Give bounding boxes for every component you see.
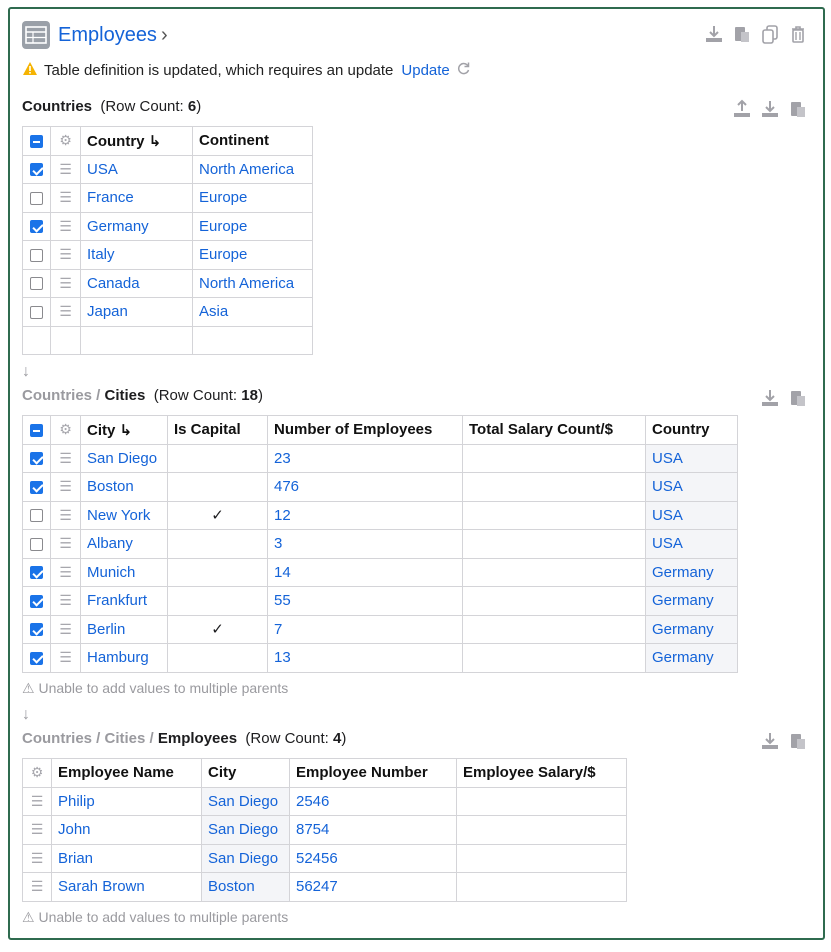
cell-country[interactable]: USA	[646, 473, 738, 502]
cell-country[interactable]: Italy	[81, 241, 193, 270]
table-row[interactable]	[23, 816, 627, 845]
gear-icon[interactable]: ⚙	[30, 764, 44, 781]
cities-toolbar	[759, 387, 809, 409]
drag-handle-cell[interactable]	[51, 615, 81, 644]
cell-employee-name[interactable]: Sarah Brown	[52, 873, 202, 902]
row-checkbox-cell[interactable]	[23, 298, 51, 327]
row-checkbox-cell[interactable]	[23, 644, 51, 673]
drag-handle-cell[interactable]	[51, 587, 81, 616]
cell-city[interactable]: Albany	[81, 530, 168, 559]
cell-number-of-employees[interactable]: 23	[268, 444, 463, 473]
cell-city[interactable]: Hamburg	[81, 644, 168, 673]
drag-handle-cell[interactable]	[51, 269, 81, 298]
table-title[interactable]	[58, 24, 168, 47]
drag-handle-icon[interactable]: ☰	[59, 620, 72, 637]
select-all-checkbox[interactable]	[30, 424, 43, 437]
download-icon[interactable]	[759, 730, 781, 752]
cell-is-capital[interactable]	[168, 558, 268, 587]
paste-icon[interactable]	[731, 23, 753, 45]
cell-total-salary[interactable]	[463, 501, 646, 530]
drag-handle-icon[interactable]: ☰	[59, 563, 72, 580]
chevron-right-icon[interactable]: ›	[160, 24, 168, 46]
warning-icon	[22, 61, 38, 80]
drag-handle-cell[interactable]	[23, 844, 52, 873]
table-row[interactable]	[23, 184, 313, 213]
new-row[interactable]	[23, 326, 313, 355]
cell-employee-number[interactable]: 52456	[290, 844, 457, 873]
cities-table	[22, 415, 738, 673]
drag-handle-icon[interactable]: ☰	[30, 849, 44, 866]
cell-country[interactable]: Germany	[646, 587, 738, 616]
table-title-text[interactable]: Employees	[58, 24, 157, 46]
table-row[interactable]	[23, 473, 738, 502]
cell-city[interactable]: San Diego	[81, 444, 168, 473]
column-header-continent[interactable]: Continent	[193, 127, 313, 156]
countries-toolbar	[731, 98, 809, 120]
row-checkbox-cell[interactable]	[23, 212, 51, 241]
cell-number-of-employees[interactable]: 3	[268, 530, 463, 559]
warning-icon: ⚠	[22, 909, 35, 925]
download-icon[interactable]	[759, 98, 781, 120]
update-link[interactable]: Update	[401, 62, 450, 79]
row-checkbox-cell[interactable]	[23, 615, 51, 644]
drag-handle-cell[interactable]	[51, 530, 81, 559]
table-row[interactable]	[23, 530, 738, 559]
cell-city[interactable]: New York	[81, 501, 168, 530]
copy-icon[interactable]	[759, 23, 781, 45]
row-checkbox-cell[interactable]	[23, 587, 51, 616]
cities-breadcrumb-parent[interactable]: Countries /	[22, 387, 105, 404]
cell-continent[interactable]: North America	[193, 269, 313, 298]
cell-number-of-employees[interactable]: 12	[268, 501, 463, 530]
drag-handle-icon[interactable]: ☰	[59, 592, 72, 609]
table-header-row	[23, 759, 627, 788]
row-checkbox[interactable]	[30, 452, 43, 465]
cell-is-capital[interactable]: ✓	[168, 615, 268, 644]
drag-handle-cell[interactable]	[51, 241, 81, 270]
cell-total-salary[interactable]	[463, 473, 646, 502]
column-header-country[interactable]: Country	[646, 416, 738, 445]
row-checkbox-cell[interactable]	[23, 269, 51, 298]
cell-employee-salary[interactable]	[457, 816, 627, 845]
paste-icon[interactable]	[787, 387, 809, 409]
column-header-total-salary[interactable]: Total Salary Count/$	[463, 416, 646, 445]
gear-icon[interactable]: ⚙	[59, 421, 72, 438]
drag-handle-icon[interactable]: ☰	[59, 189, 72, 206]
cell-country[interactable]: Germany	[646, 615, 738, 644]
paste-icon[interactable]	[787, 730, 809, 752]
cell-continent[interactable]: Asia	[193, 298, 313, 327]
employees-toolbar	[759, 730, 809, 752]
table-row[interactable]	[23, 587, 738, 616]
select-all-cell[interactable]	[23, 127, 51, 156]
cities-note-text: Unable to add values to multiple parents	[38, 680, 289, 696]
drag-handle-cell[interactable]	[51, 558, 81, 587]
cell-continent[interactable]: Europe	[193, 241, 313, 270]
column-header-employee-name[interactable]: Employee Name	[52, 759, 202, 788]
cell-country[interactable]: USA	[81, 155, 193, 184]
row-checkbox[interactable]	[30, 652, 43, 665]
cell-total-salary[interactable]	[463, 444, 646, 473]
column-header-city[interactable]: City ↳	[81, 416, 168, 445]
countries-title: Countries	[22, 98, 93, 115]
row-checkbox-cell[interactable]	[23, 473, 51, 502]
cell-city[interactable]: Munich	[81, 558, 168, 587]
cell-total-salary[interactable]	[463, 587, 646, 616]
employees-note-text: Unable to add values to multiple parents	[38, 909, 289, 925]
cell-city[interactable]: San Diego	[202, 787, 290, 816]
column-header-is-capital[interactable]: Is Capital	[168, 416, 268, 445]
cities-note	[22, 680, 288, 697]
cell-city[interactable]: Boston	[202, 873, 290, 902]
row-checkbox-cell[interactable]	[23, 184, 51, 213]
table-row[interactable]	[23, 844, 627, 873]
cell-city[interactable]: Berlin	[81, 615, 168, 644]
row-checkbox[interactable]	[30, 623, 43, 636]
column-header-country[interactable]: Country ↳	[81, 127, 193, 156]
cell-total-salary[interactable]	[463, 558, 646, 587]
cell-country[interactable]: France	[81, 184, 193, 213]
select-all-cell[interactable]	[23, 416, 51, 445]
warning-icon: ⚠	[22, 680, 35, 696]
cell-number-of-employees[interactable]: 13	[268, 644, 463, 673]
cell-number-of-employees[interactable]: 7	[268, 615, 463, 644]
cell-total-salary[interactable]	[463, 644, 646, 673]
row-checkbox[interactable]	[30, 220, 43, 233]
drag-handle-icon[interactable]: ☰	[30, 792, 44, 809]
row-checkbox[interactable]	[30, 277, 43, 290]
employees-section-title	[22, 730, 346, 747]
row-checkbox[interactable]	[30, 306, 43, 319]
cities-row-count: (Row Count: 18)	[153, 387, 263, 404]
table-row[interactable]	[23, 155, 313, 184]
paste-icon[interactable]	[787, 98, 809, 120]
cell-continent[interactable]: Europe	[193, 184, 313, 213]
download-icon[interactable]	[703, 23, 725, 45]
cell-total-salary[interactable]	[463, 530, 646, 559]
row-checkbox-cell[interactable]	[23, 241, 51, 270]
drag-handle-cell[interactable]	[51, 473, 81, 502]
drag-handle-cell[interactable]	[23, 787, 52, 816]
refresh-icon[interactable]	[456, 61, 471, 80]
cell-city[interactable]: San Diego	[202, 844, 290, 873]
download-icon[interactable]	[759, 387, 781, 409]
cell-is-capital[interactable]	[168, 587, 268, 616]
update-warning	[22, 61, 471, 80]
cell-total-salary[interactable]	[463, 615, 646, 644]
cell-city[interactable]: Frankfurt	[81, 587, 168, 616]
row-checkbox[interactable]	[30, 538, 43, 551]
column-header-employee-number[interactable]: Employee Number	[290, 759, 457, 788]
cell-employee-name[interactable]: Philip	[52, 787, 202, 816]
arrow-down-icon: ↓	[22, 363, 30, 380]
table-row[interactable]	[23, 298, 313, 327]
countries-section-title	[22, 98, 201, 115]
cell-employee-name[interactable]: John	[52, 816, 202, 845]
row-checkbox-cell[interactable]	[23, 444, 51, 473]
drag-handle-cell[interactable]	[51, 155, 81, 184]
cell-country[interactable]: Japan	[81, 298, 193, 327]
empty-cell[interactable]	[193, 326, 313, 355]
drag-handle-icon[interactable]: ☰	[59, 535, 72, 552]
row-checkbox-cell[interactable]	[23, 558, 51, 587]
drag-handle-cell[interactable]	[51, 212, 81, 241]
drag-handle-icon[interactable]: ☰	[59, 303, 72, 320]
row-checkbox[interactable]	[30, 249, 43, 262]
drag-handle-cell[interactable]	[51, 298, 81, 327]
cell-is-capital[interactable]	[168, 444, 268, 473]
table-icon	[22, 21, 50, 49]
employees-table	[22, 758, 627, 902]
cell-country[interactable]: Germany	[81, 212, 193, 241]
cell-country[interactable]: USA	[646, 501, 738, 530]
row-checkbox[interactable]	[30, 192, 43, 205]
cell-number-of-employees[interactable]: 476	[268, 473, 463, 502]
cell-city[interactable]: San Diego	[202, 816, 290, 845]
drag-handle-cell[interactable]	[23, 816, 52, 845]
settings-cell[interactable]	[51, 127, 81, 156]
cell-continent[interactable]: Europe	[193, 212, 313, 241]
cell-is-capital[interactable]: ✓	[168, 501, 268, 530]
cell-continent[interactable]: North America	[193, 155, 313, 184]
table-row[interactable]	[23, 787, 627, 816]
cell-employee-number[interactable]: 8754	[290, 816, 457, 845]
table-row[interactable]	[23, 241, 313, 270]
row-checkbox[interactable]	[30, 163, 43, 176]
column-header-city[interactable]: City	[202, 759, 290, 788]
select-all-checkbox[interactable]	[30, 135, 43, 148]
cell-number-of-employees[interactable]: 14	[268, 558, 463, 587]
drag-handle-cell[interactable]	[51, 184, 81, 213]
table-row[interactable]	[23, 501, 738, 530]
drag-handle-cell[interactable]	[51, 644, 81, 673]
cell-city[interactable]: Boston	[81, 473, 168, 502]
warning-text: Table definition is updated, which requires an update	[44, 62, 394, 79]
cell-country[interactable]: Germany	[646, 558, 738, 587]
gear-icon[interactable]: ⚙	[59, 132, 72, 149]
column-header-number-of-employees[interactable]: Number of Employees	[268, 416, 463, 445]
countries-row-count: (Row Count: 6)	[100, 98, 202, 115]
row-checkbox[interactable]	[30, 509, 43, 522]
cell-employee-number[interactable]: 56247	[290, 873, 457, 902]
cell-employee-salary[interactable]	[457, 844, 627, 873]
employees-panel	[8, 7, 825, 940]
row-checkbox[interactable]	[30, 595, 43, 608]
column-header-employee-salary[interactable]: Employee Salary/$	[457, 759, 627, 788]
cell-country[interactable]: Germany	[646, 644, 738, 673]
row-checkbox-cell[interactable]	[23, 501, 51, 530]
cell-country[interactable]: USA	[646, 444, 738, 473]
trash-icon[interactable]	[787, 23, 809, 45]
cell-employee-salary[interactable]	[457, 873, 627, 902]
cell-country[interactable]: USA	[646, 530, 738, 559]
drag-handle-icon[interactable]: ☰	[30, 878, 44, 895]
row-checkbox-cell[interactable]	[23, 155, 51, 184]
table-row[interactable]	[23, 644, 738, 673]
table-row[interactable]	[23, 615, 738, 644]
drag-handle-icon[interactable]: ☰	[30, 821, 44, 838]
empty-cell[interactable]	[81, 326, 193, 355]
cell-is-capital[interactable]	[168, 530, 268, 559]
upload-icon[interactable]	[731, 98, 753, 120]
employees-title: Employees	[157, 730, 238, 747]
employees-note	[22, 909, 288, 926]
drag-handle-cell[interactable]	[51, 444, 81, 473]
table-header-row	[23, 127, 313, 156]
arrow-down-icon: ↓	[22, 706, 30, 723]
drag-handle-cell[interactable]	[23, 873, 52, 902]
drag-handle-icon[interactable]: ☰	[59, 246, 72, 263]
cell-is-capital[interactable]	[168, 473, 268, 502]
table-header-row	[23, 416, 738, 445]
empty-cell[interactable]	[51, 326, 81, 355]
drag-handle-icon[interactable]: ☰	[59, 274, 72, 291]
row-checkbox[interactable]	[30, 481, 43, 494]
table-row[interactable]	[23, 269, 313, 298]
empty-cell[interactable]	[23, 326, 51, 355]
settings-cell[interactable]	[23, 759, 52, 788]
table-row[interactable]	[23, 873, 627, 902]
employees-row-count: (Row Count: 4)	[245, 730, 347, 747]
row-checkbox[interactable]	[30, 566, 43, 579]
table-row[interactable]	[23, 212, 313, 241]
drag-handle-icon[interactable]: ☰	[59, 478, 72, 495]
table-row[interactable]	[23, 444, 738, 473]
cell-employee-name[interactable]: Brian	[52, 844, 202, 873]
settings-cell[interactable]	[51, 416, 81, 445]
drag-handle-cell[interactable]	[51, 501, 81, 530]
employees-breadcrumb-parent[interactable]: Countries / Cities /	[22, 730, 158, 747]
cell-employee-number[interactable]: 2546	[290, 787, 457, 816]
drag-handle-icon[interactable]: ☰	[59, 649, 72, 666]
drag-handle-icon[interactable]: ☰	[59, 506, 72, 523]
drag-handle-icon[interactable]: ☰	[59, 449, 72, 466]
drag-handle-icon[interactable]: ☰	[59, 217, 72, 234]
cell-employee-salary[interactable]	[457, 787, 627, 816]
cities-title: Cities	[104, 387, 146, 404]
table-row[interactable]	[23, 558, 738, 587]
cell-number-of-employees[interactable]: 55	[268, 587, 463, 616]
row-checkbox-cell[interactable]	[23, 530, 51, 559]
cell-country[interactable]: Canada	[81, 269, 193, 298]
cell-is-capital[interactable]	[168, 644, 268, 673]
countries-table	[22, 126, 313, 355]
table-toolbar	[703, 23, 809, 45]
drag-handle-icon[interactable]: ☰	[59, 160, 72, 177]
cities-section-title	[22, 387, 263, 404]
